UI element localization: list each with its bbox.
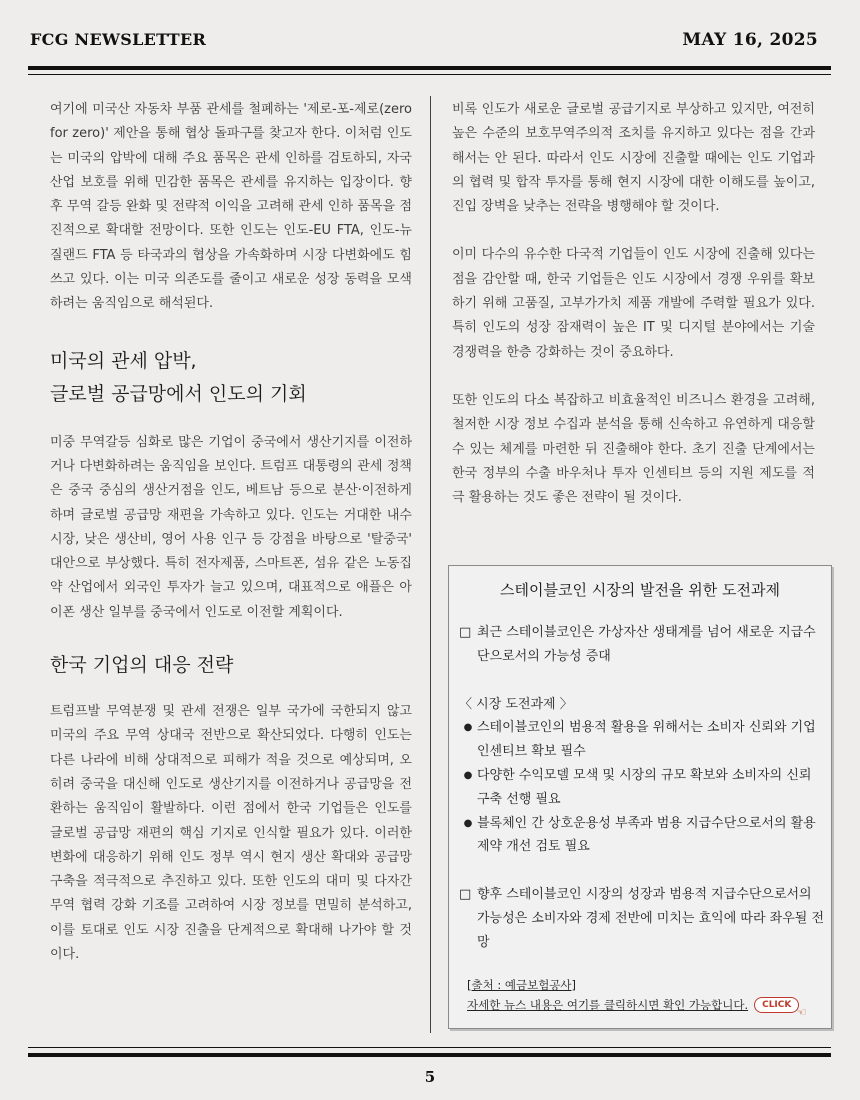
list-item [459, 764, 825, 812]
newsletter-title: FCG NEWSLETTER [30, 30, 207, 49]
body-paragraph: 이미 다수의 유수한 다국적 기업들이 인도 시장에 진출해 있다는 점을 감안할 때, 한국 기업들은 인도 시장에서 경쟁 우위를 확보하기 위해 고품질, 고부가가치 제품 개발에 주력할 필요가 있다. 특히 인도의 성장 잠재력이 높은 IT 및 디지털 분야에서는 기술 경쟁력을 한층 강화하는 것이 중요하다. [452, 247, 815, 360]
challenges-label: 〈 시장 도전과제 〉 [459, 696, 573, 712]
section-heading: 한국 기업의 대응 전략 [50, 654, 234, 677]
right-column [452, 98, 815, 510]
section-heading-line: 글로벌 공급망에서 인도의 기회 [50, 382, 307, 405]
list-item-text: 다양한 수익모델 모색 및 시장의 규모 확보와 소비자의 신뢰 구축 선행 필요 [477, 767, 812, 807]
footer-rule-thick [28, 1053, 831, 1057]
box-title: 스테이블코인 시장의 발전을 위한 도전과제 [500, 581, 780, 599]
checkbox-item-text: 최근 스테이블코인은 가상자산 생태계를 넘어 새로운 지급수단으로서의 가능성 증대 [477, 625, 816, 664]
stablecoin-info-box [448, 565, 832, 1029]
body-paragraph: 여기에 미국산 자동차 부품 관세를 철폐하는 '제로-포-제로(zero for zero)' 제안을 통해 협상 돌파구를 찾고자 한다. 이처럼 인도는 미국의 압박에 대해 주요 품목은 관세 인하를 검토하되, 자국 산업 보호를 위해 민감한 품목은 관세를 유지하는 입장이다. 향후 무역 갈등 완화 및 전략적 이익을 고려해 관세 인하 품목을 점진적으로 확대할 전망이다. 또한 인도는 인도-EU FTA, 인도-뉴질랜드 FTA 등 타국과의 협상을 가속화하며 시장 다변화에도 힘쓰고 있다. 이는 미국 의존도를 줄이고 새로운 성장 동력을 모색하려는 움직임으로 해석된다. [50, 102, 412, 312]
checkbox-item [459, 883, 825, 954]
bullet-icon: ● [463, 769, 473, 781]
click-button-label: CLICK [762, 999, 792, 1010]
section-heading-line: 미국의 관세 압박, [50, 349, 197, 372]
bullet-icon: ● [463, 817, 473, 829]
section-heading [50, 345, 412, 411]
challenge-list [459, 716, 825, 859]
click-button[interactable] [754, 997, 807, 1019]
left-column [50, 98, 412, 967]
column-divider [430, 96, 431, 1033]
issue-date: MAY 16, 2025 [682, 30, 818, 50]
page-number: 5 [424, 1068, 436, 1086]
bullet-icon: ● [463, 722, 473, 734]
list-item-text: 블록체인 간 상호운용성 부족과 범용 지급수단으로서의 활용 제약 개선 검토 필요 [477, 815, 816, 855]
list-item [459, 716, 825, 764]
body-paragraph: 또한 인도의 다소 복잡하고 비효율적인 비즈니스 환경을 고려해, 철저한 시장 정보 수집과 분석을 통해 신속하고 유연하게 대응할 수 있는 체계를 마련한 뒤 진출해야 한다. 초기 진출 단계에서는 한국 정부의 수출 바우처나 투자 인센티브 등의 지원 제도를 적극 활용하는 것도 좋은 전략이 될 것이다. [452, 392, 815, 506]
pointer-hand-icon: ☜ [796, 1005, 807, 1019]
list-item [459, 812, 825, 860]
more-info-row [459, 995, 825, 1019]
body-paragraph: 미중 무역갈등 심화로 많은 기업이 중국에서 생산기지를 이전하거나 다변화하려는 움직임을 보인다. 트럼프 대통령의 관세 정책은 중국 중심의 생산거점을 인도, 베트남 등으로 분산·이전하게 하며 글로벌 공급망 재편을 가속하고 있다. 인도는 거대한 내수시장, 낮은 생산비, 영어 사용 인구 등 강점을 바탕으로 '탈중국' 대안으로 부상했다. 특히 전자제품, 스마트폰, 섬유 같은 노동집약 산업에서 외국인 투자가 늘고 있으며, 대표적으로 애플은 아이폰 생산 일부를 중국에서 인도로 이전할 계획이다. [50, 434, 412, 620]
header-rule-thin [28, 74, 831, 75]
more-info-link[interactable]: 자세한 뉴스 내용은 여기를 클릭하시면 확인 가능합니다. [467, 997, 749, 1012]
body-paragraph: 트럼프발 무역분쟁 및 관세 전쟁은 일부 국가에 국한되지 않고 미국의 주요 무역 상대국 전반으로 확산되었다. 다행히 인도는 다른 나라에 비해 상대적으로 피해가 적을 것으로 예상되며, 오히려 중국을 대신해 인도로 생산기지를 이전하거나 공급망을 전환하는 움직임이 활발하다. 이런 점에서 한국 기업들은 인도를 글로벌 공급망 재편의 핵심 기지로 인식할 필요가 있다. 이러한 변화에 대응하기 위해 인도 정부 역시 현지 생산 확대와 공급망 구축을 적극적으로 추진하고 있다. 또한 인도의 대미 및 다자간 무역 협력 강화 기조를 고려하여 시장 정보를 면밀히 분석하고, 이를 토대로 인도 시장 진출을 단계적으로 확대해 나가야 할 것이다. [50, 704, 412, 963]
checkbox-item-text: 향후 스테이블코인 시장의 성장과 범용적 지급수단으로서의 가능성은 소비자와 경제 전반에 미치는 효익에 따라 좌우될 전망 [477, 887, 825, 950]
checkbox-item [459, 621, 825, 669]
checkbox-icon: □ [459, 887, 472, 903]
source-note: [출처 : 예금보험공사] [467, 977, 577, 992]
list-item-text: 스테이블코인의 범용적 활용을 위해서는 소비자 신뢰와 기업 인센티브 확보 필수 [477, 720, 816, 760]
checkbox-icon: □ [459, 625, 472, 640]
box-body [459, 621, 825, 1019]
body-paragraph: 비록 인도가 새로운 글로벌 공급기지로 부상하고 있지만, 여전히 높은 수준의 보호무역주의적 조치를 유지하고 있다는 점을 간과해서는 안 된다. 따라서 인도 시장에 진출할 때에는 인도 기업과의 협력 및 합작 투자를 통해 현지 시장에 대한 이해도를 높이고, 진입 장벽을 낮추는 전략을 병행해야 할 것이다. [452, 102, 815, 215]
header-rule-thick [28, 66, 831, 70]
footer-rule-thin [28, 1047, 831, 1048]
